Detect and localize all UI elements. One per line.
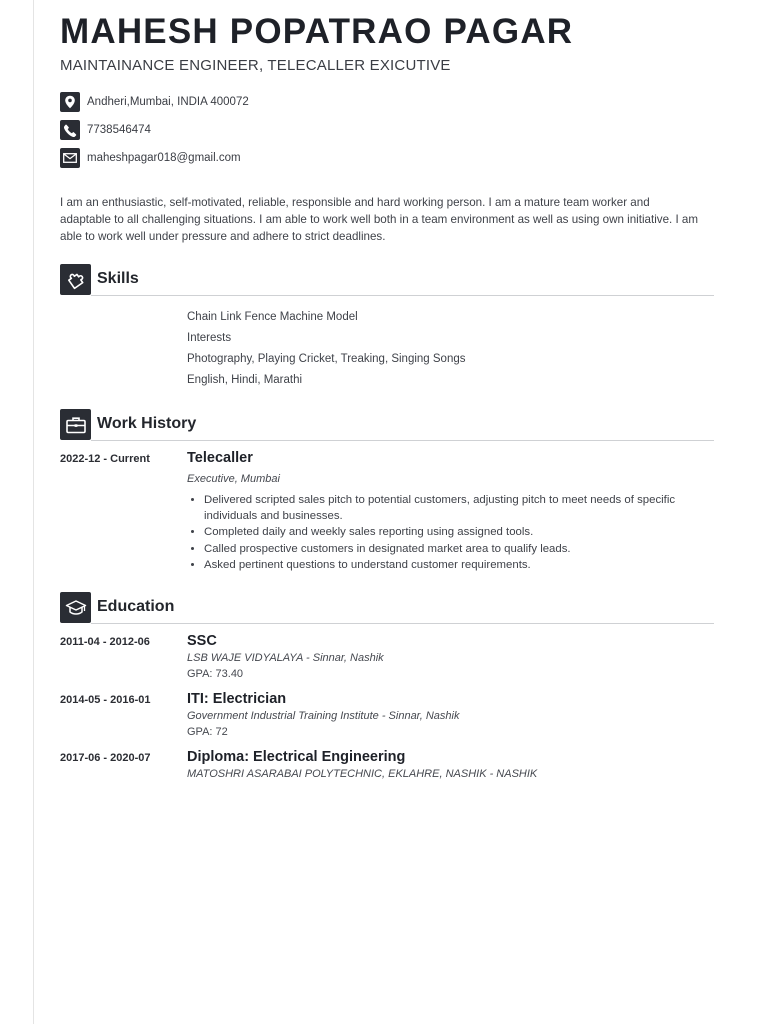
list-item: • Asked pertinent questions to understand customer requirements. (204, 557, 724, 573)
page-edge-line (33, 0, 34, 1024)
phone-icon (60, 120, 80, 140)
skill-item: Photography, Playing Cricket, Treaking, Singing Songs (187, 353, 466, 365)
graduation-cap-icon (60, 592, 91, 623)
job-responsibilities-list (187, 492, 724, 573)
education-date-range: 2017-06 - 2020-07 (60, 752, 151, 764)
contact-phone (60, 120, 151, 140)
education-date-range: 2014-05 - 2016-01 (60, 694, 151, 706)
education-institution: LSB WAJE VIDYALAYA - Sinnar, Nashik (187, 652, 384, 664)
list-item: • Delivered scripted sales pitch to potential customers, adjusting pitch to meet needs of specific individuals and businesses. (204, 492, 724, 524)
candidate-title: MAINTAINANCE ENGINEER, TELECALLER EXICUTIVE (60, 57, 451, 74)
phone-text: 7738546474 (87, 124, 151, 136)
briefcase-icon (60, 409, 91, 440)
job-company: Executive, Mumbai (187, 473, 280, 485)
address-text: Andheri,Mumbai, INDIA 400072 (87, 96, 249, 108)
education-institution: MATOSHRI ASARABAI POLYTECHNIC, EKLAHRE, NASHIK - NASHIK (187, 768, 538, 780)
education-institution: Government Industrial Training Institute - Sinnar, Nashik (187, 710, 460, 722)
section-divider (91, 295, 714, 296)
education-gpa: GPA: 72 (187, 726, 228, 738)
work-history-heading: Work History (97, 415, 197, 432)
section-divider (91, 623, 714, 624)
education-title: ITI: Electrician (187, 691, 287, 707)
contact-address (60, 92, 249, 112)
education-section-header (60, 592, 714, 628)
education-title: Diploma: Electrical Engineering (187, 749, 406, 765)
skill-item: Chain Link Fence Machine Model (187, 311, 358, 323)
skills-section-header (60, 264, 714, 300)
candidate-name: MAHESH POPATRAO PAGAR (60, 12, 574, 51)
puzzle-piece-icon (60, 264, 91, 295)
location-pin-icon (60, 92, 80, 112)
professional-summary: I am an enthusiastic, self-motivated, reliable, responsible and hard working person. I am a mature team worker and adaptable to all challenging situations. I am able to work well both in a team environment as well as using own initiative. I am able to work well under pressure and adhere to strict deadlines. (60, 196, 699, 243)
contact-email (60, 148, 241, 168)
envelope-icon (60, 148, 80, 168)
education-title: SSC (187, 633, 217, 649)
skills-heading: Skills (97, 270, 139, 287)
job-title: Telecaller (187, 450, 253, 466)
email-text: maheshpagar018@gmail.com (87, 152, 241, 164)
list-item: • Completed daily and weekly sales reporting using assigned tools. (204, 524, 724, 540)
skill-item: Interests (187, 332, 232, 344)
skill-item: English, Hindi, Marathi (187, 374, 303, 386)
list-item: • Called prospective customers in designated market area to qualify leads. (204, 541, 724, 557)
job-date-range: 2022-12 - Current (60, 453, 150, 465)
section-divider (91, 440, 714, 441)
education-date-range: 2011-04 - 2012-06 (60, 636, 150, 648)
work-history-section-header (60, 409, 714, 445)
education-heading: Education (97, 598, 175, 615)
education-gpa: GPA: 73.40 (187, 668, 244, 680)
